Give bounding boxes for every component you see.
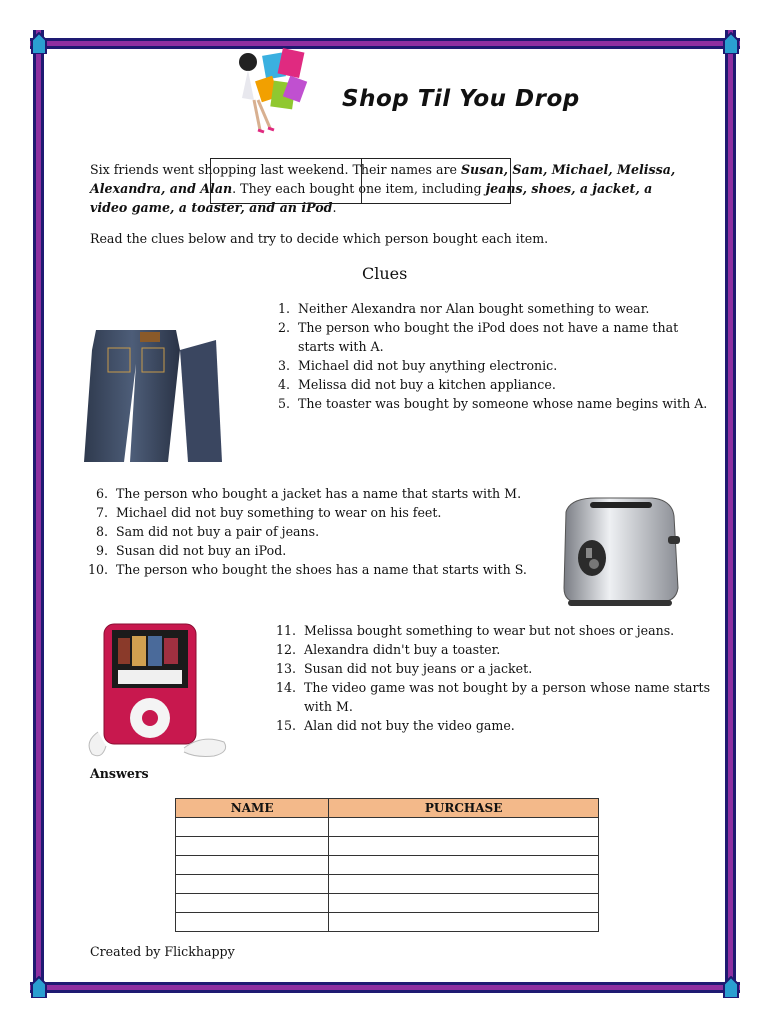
answer-cell[interactable] xyxy=(329,818,599,837)
clue-item: 15. Alan did not buy the video game. xyxy=(300,716,720,735)
clue-list-1 xyxy=(272,299,714,413)
clue-item: 11. Melissa bought something to wear but not shoes or jeans. xyxy=(300,621,720,640)
answer-cell[interactable] xyxy=(176,894,329,913)
table-row xyxy=(176,894,599,913)
answer-cell[interactable] xyxy=(176,837,329,856)
jeans-image xyxy=(84,328,222,462)
table-header-row xyxy=(176,799,599,818)
item-list: jeans, shoes, a jacket, a video game, a toaster, and an iPod xyxy=(90,181,653,215)
table-row xyxy=(176,856,599,875)
answers-table xyxy=(175,798,599,932)
page-title: Shop Til You Drop xyxy=(342,86,580,112)
clue-item: 8. Sam did not buy a pair of jeans. xyxy=(112,522,572,541)
table-row xyxy=(176,875,599,894)
clue-item: 12. Alexandra didn't buy a toaster. xyxy=(300,640,720,659)
clue-list-3 xyxy=(278,621,720,735)
intro-text: . xyxy=(332,200,337,215)
friend-names: Susan, Sam, Michael, Melissa, Alexandra, and Alan xyxy=(90,162,676,196)
corner-ornament-icon xyxy=(722,976,740,998)
credit-line: Created by Flickhappy xyxy=(90,944,235,959)
name-column-header: NAME xyxy=(176,799,329,818)
frame-top xyxy=(30,38,740,49)
clue-item: 1. Neither Alexandra nor Alan bought something to wear. xyxy=(294,299,714,318)
table-row xyxy=(176,818,599,837)
answer-cell[interactable] xyxy=(176,913,329,932)
answer-cell[interactable] xyxy=(176,875,329,894)
answer-cell[interactable] xyxy=(329,894,599,913)
clue-item: 10. The person who bought the shoes has a name that starts with S. xyxy=(112,560,572,579)
text-box-outline xyxy=(210,158,362,204)
clue-item: 13. Susan did not buy jeans or a jacket. xyxy=(300,659,720,678)
answer-cell[interactable] xyxy=(329,913,599,932)
text-box-outline xyxy=(361,158,511,204)
clue-item: 5. The toaster was bought by someone whose name begins with A. xyxy=(294,394,714,413)
ipod-image xyxy=(84,622,232,762)
answer-cell[interactable] xyxy=(329,875,599,894)
table-row xyxy=(176,913,599,932)
frame-left xyxy=(33,30,44,996)
corner-ornament-icon xyxy=(30,32,48,54)
corner-ornament-icon xyxy=(722,32,740,54)
toaster-image xyxy=(556,492,684,612)
answer-cell[interactable] xyxy=(176,856,329,875)
corner-ornament-icon xyxy=(30,976,48,998)
clue-item: 14. The video game was not bought by a person whose name starts with M. xyxy=(300,678,720,716)
purchase-column-header: PURCHASE xyxy=(329,799,599,818)
clue-item: 7. Michael did not buy something to wear on his feet. xyxy=(112,503,572,522)
shopping-woman-illustration xyxy=(224,48,316,138)
answer-cell[interactable] xyxy=(176,818,329,837)
clue-item: 3. Michael did not buy anything electronic. xyxy=(294,356,714,375)
clue-item: 4. Melissa did not buy a kitchen appliance. xyxy=(294,375,714,394)
clue-item: 9. Susan did not buy an iPod. xyxy=(112,541,572,560)
intro-text: . They each bought one item, including xyxy=(232,181,486,196)
clues-heading: Clues xyxy=(362,264,408,283)
clue-list-2 xyxy=(90,484,572,579)
answer-cell[interactable] xyxy=(329,837,599,856)
table-row xyxy=(176,837,599,856)
clue-item: 6. The person who bought a jacket has a name that starts with M. xyxy=(112,484,572,503)
instructions: Read the clues below and try to decide which person bought each item. xyxy=(90,231,549,246)
answers-heading: Answers xyxy=(90,766,149,781)
frame-right xyxy=(725,30,736,996)
intro-text: Six friends went shopping last weekend. Their names are xyxy=(90,162,461,177)
frame-bottom xyxy=(30,982,740,993)
answer-cell[interactable] xyxy=(329,856,599,875)
clue-item: 2. The person who bought the iPod does not have a name that starts with A. xyxy=(294,318,714,356)
